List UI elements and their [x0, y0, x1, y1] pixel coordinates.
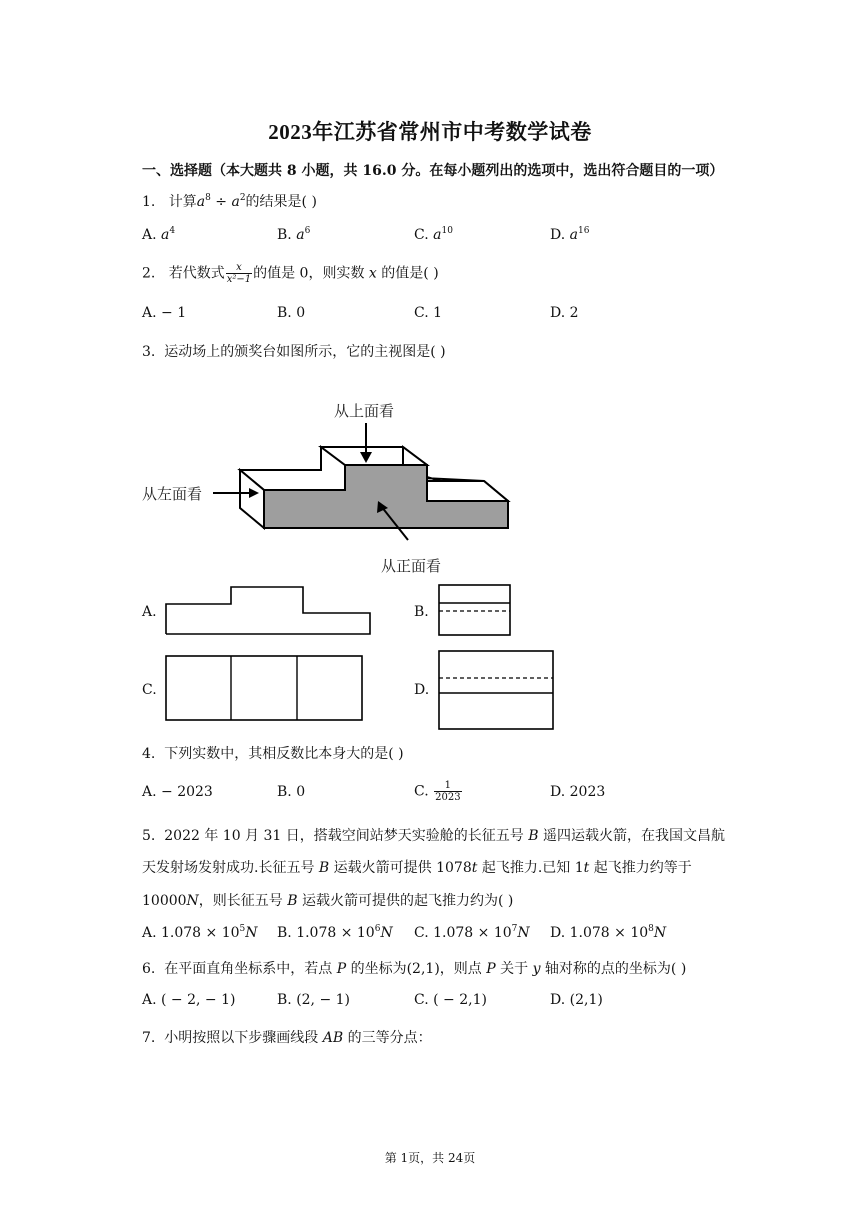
- fraction: $\frac{x}{\text{x²−1}}$: [226, 262, 252, 285]
- q6-option-c: C. ( − 2,1): [414, 992, 487, 1008]
- q1-option-a: A. $a^4$: [142, 226, 176, 243]
- podium-figure: [130, 390, 530, 580]
- q3-option-a-figure: [160, 582, 380, 642]
- q6-option-d: D. (2,1): [550, 992, 603, 1008]
- question-number: 2.: [142, 265, 156, 282]
- q3-option-c-figure: [160, 650, 370, 725]
- label-top-view: 从上面看: [334, 402, 395, 420]
- question-7: 7. 小明按照以下步骤画线段 AB 的三等分点：: [142, 1030, 432, 1046]
- q2-option-d: D. 2: [550, 305, 579, 321]
- q6-option-a: A. ( − 2, − 1): [142, 992, 236, 1008]
- q2-option-a: A. − 1: [142, 305, 187, 321]
- q3-option-d: D.: [414, 682, 430, 698]
- question-number: 1.: [142, 194, 156, 210]
- question-3: 3. 运动场上的颁奖台如图所示，它的主视图是( ): [142, 344, 446, 360]
- label-front-view: 从正面看: [381, 557, 442, 575]
- q6-option-b: B. (2, − 1): [277, 992, 351, 1008]
- question-number: 6.: [142, 961, 156, 977]
- page-footer: 第 1页，共 24页: [384, 1151, 476, 1165]
- q5-option-a: A. $1.078 \times 10^5N$: [142, 924, 258, 941]
- q5-option-d: D. $1.078 \times 10^8N$: [550, 924, 667, 941]
- q2-option-b: B. 0: [277, 305, 306, 321]
- question-1: 1. 计算$a^8 \div a^2$的结果是( ): [142, 193, 317, 210]
- question-number: 7.: [142, 1030, 156, 1046]
- q3-option-b-figure: [432, 580, 522, 642]
- q5-option-c: C. $1.078 \times 10^7N$: [414, 924, 530, 941]
- question-number: 5.: [142, 828, 156, 844]
- q3-option-c: C.: [142, 682, 157, 698]
- q1-option-b: B. $a^6$: [277, 226, 311, 243]
- q4-option-b: B. 0: [277, 784, 306, 800]
- q1-option-d: D. $a^{16}$: [550, 226, 590, 243]
- q4-option-d: D. 2023: [550, 784, 606, 800]
- question-2: 2. 若代数式 $\frac{x}{\text{x²−1}}$ 的值是 0，则实数 x 的值是( ): [142, 262, 439, 285]
- page-title: 2023年江苏省常州市中考数学试卷: [268, 120, 592, 144]
- question-5-line-3: 10000N，则长征五号 B 运载火箭可提供的起飞推力约为( ): [142, 893, 514, 909]
- q4-option-a: A. − 2023: [142, 784, 213, 800]
- q3-option-a: A.: [142, 604, 157, 620]
- label-left-view: 从左面看: [142, 485, 203, 503]
- q2-option-c: C. 1: [414, 305, 443, 321]
- question-number: 4.: [142, 746, 156, 762]
- question-5-line-2: 天发射场发射成功.长征五号 B 运载火箭可提供 1078t 起飞推力.已知 1t 起飞推力约等于: [142, 860, 692, 876]
- q5-option-b: B. $1.078 \times 10^6N$: [277, 924, 393, 941]
- question-4: 4. 下列实数中，其相反数比本身大的是( ): [142, 746, 404, 762]
- question-5-line-1: 5. 2022 年 10 月 31 日，搭载空间站梦天实验舱的长征五号 B 遥四运载火箭，在我国文昌航: [142, 828, 725, 844]
- q3-option-b: B.: [414, 604, 429, 620]
- section-heading: 一、选择题（本大题共 8 小题，共 16.0 分。在每小题列出的选项中，选出符合题目的一项）: [142, 163, 724, 179]
- q1-option-c: C. $a^{10}$: [414, 226, 453, 243]
- q3-option-d-figure: [432, 645, 562, 733]
- question-number: 3.: [142, 344, 156, 360]
- q4-option-c: C. $\frac{1}{2023}$: [414, 780, 461, 803]
- question-6: 6. 在平面直角坐标系中，若点 P 的坐标为(2,1)，则点 P 关于 y 轴对称的点的坐标为( ): [142, 961, 687, 977]
